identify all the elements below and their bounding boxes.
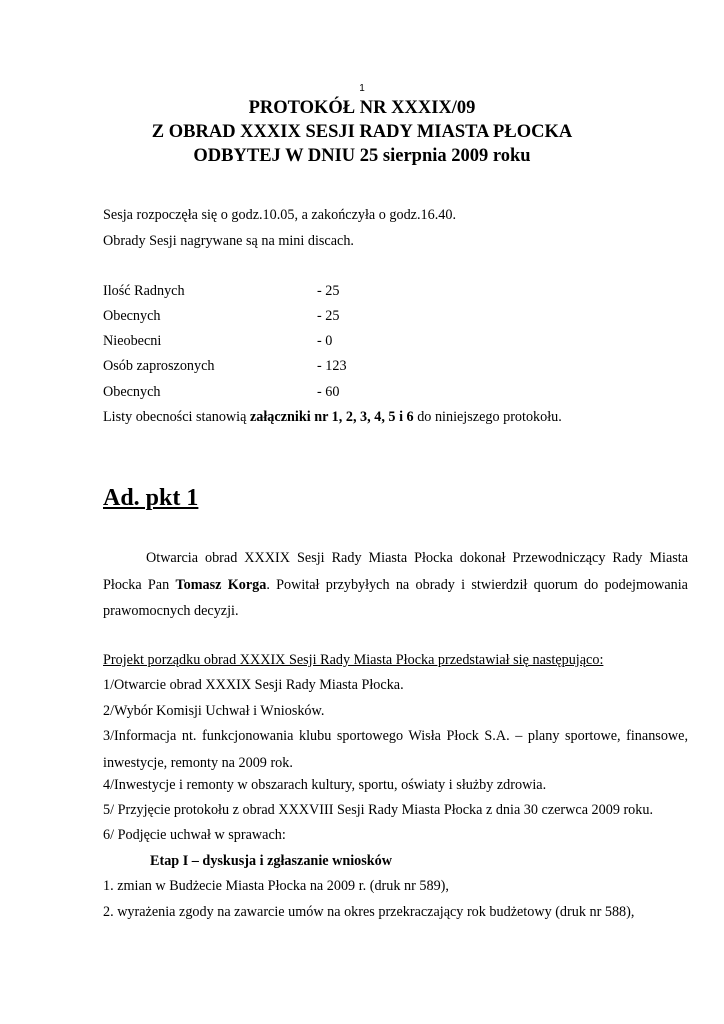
opening-text: Otwarcia obrad XXXIX Sesji Rady Miasta Płocka dokonał Przewodniczący Rady Miasta Płocka Pan bbox=[103, 550, 688, 593]
attendance-value: - 25 bbox=[317, 308, 340, 324]
attendance-value: - 25 bbox=[317, 283, 340, 299]
attendance-value: - 60 bbox=[317, 384, 340, 400]
attendance-label: Ilość Radnych bbox=[103, 283, 185, 299]
resolution-item: 2. wyrażenia zgody na zawarcie umów na okres przekraczający rok budżetowy (druk nr 588), bbox=[103, 904, 635, 920]
session-time: Sesja rozpoczęła się o godz.10.05, a zakończyła o godz.16.40. bbox=[103, 207, 456, 223]
agenda-item: 3/Informacja nt. funkcjonowania klubu sportowego Wisła Płock S.A. – plany sportowe, finansowe, inwestycje, remonty na 2009 rok. bbox=[103, 728, 688, 771]
attachments-note bbox=[103, 409, 562, 426]
section-heading: Ad. pkt 1 bbox=[103, 485, 199, 511]
agenda-item: 5/ Przyjęcie protokołu z obrad XXXVIII Sesji Rady Miasta Płocka z dnia 30 czerwca 2009 roku. bbox=[103, 802, 654, 818]
stage-heading: Etap I – dyskusja i zgłaszanie wniosków bbox=[150, 853, 393, 869]
title-line-3: ODBYTEJ W DNIU 25 sierpnia 2009 roku bbox=[193, 146, 531, 166]
attendance-value: - 0 bbox=[317, 333, 333, 349]
attendance-label: Nieobecni bbox=[103, 333, 162, 349]
attendance-label: Obecnych bbox=[103, 308, 161, 324]
page-number: 1 bbox=[359, 83, 365, 94]
attachments-suffix: do niniejszego protokołu. bbox=[413, 409, 562, 425]
opening-paragraph bbox=[103, 545, 688, 625]
attendance-value: - 123 bbox=[317, 358, 347, 374]
agenda-intro: Projekt porządku obrad XXXIX Sesji Rady Miasta Płocka przedstawiał się następująco: bbox=[103, 652, 604, 668]
attendance-label: Osób zaproszonych bbox=[103, 358, 215, 374]
resolution-item: 1. zmian w Budżecie Miasta Płocka na 2009 r. (druk nr 589), bbox=[103, 878, 449, 894]
document-title bbox=[0, 96, 724, 168]
recording-note: Obrady Sesji nagrywane są na mini discach. bbox=[103, 233, 354, 249]
title-line-2: Z OBRAD XXXIX SESJI RADY MIASTA PŁOCKA bbox=[151, 122, 573, 142]
agenda-item: 2/Wybór Komisji Uchwał i Wniosków. bbox=[103, 703, 325, 719]
agenda-item: 6/ Podjęcie uchwał w sprawach: bbox=[103, 827, 286, 843]
attachments-numbers: załączniki nr 1, 2, 3, 4, 5 i 6 bbox=[249, 409, 414, 425]
attendance-label: Obecnych bbox=[103, 384, 161, 400]
chairman-name: Tomasz Korga bbox=[175, 576, 267, 593]
agenda-item: 1/Otwarcie obrad XXXIX Sesji Rady Miasta Płocka. bbox=[103, 677, 404, 693]
attachments-prefix: Listy obecności stanowią bbox=[103, 409, 250, 425]
title-line-1: PROTOKÓŁ NR XXXIX/09 bbox=[248, 98, 476, 118]
agenda-item: 4/Inwestycje i remonty w obszarach kultury, sportu, oświaty i służby zdrowia. bbox=[103, 777, 547, 793]
opening-text-end: . Powitał przybyłych na obrady i stwierdził quorum do podejmowania prawomocnych decyzji. bbox=[103, 576, 688, 619]
